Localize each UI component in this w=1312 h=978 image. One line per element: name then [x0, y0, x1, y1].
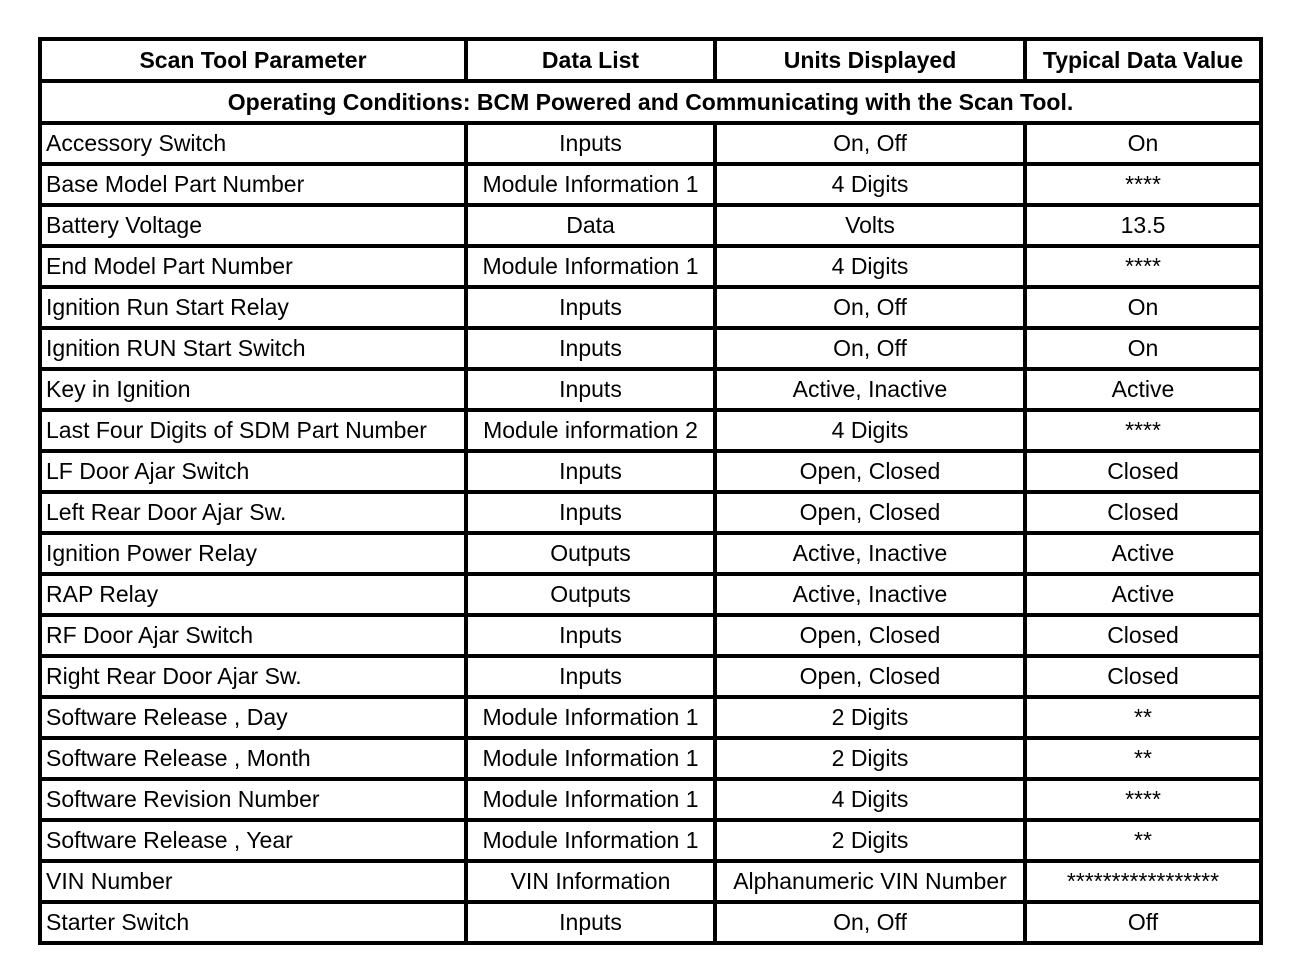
table-row	[40, 410, 1261, 451]
table-row	[40, 205, 1261, 246]
cell-units-displayed: Active, Inactive	[715, 369, 1025, 410]
header-units-displayed: Units Displayed	[715, 39, 1025, 81]
cell-units-displayed: 4 Digits	[715, 246, 1025, 287]
cell-units-displayed: Alphanumeric VIN Number	[715, 861, 1025, 902]
cell-data-list: Inputs	[466, 369, 715, 410]
cell-units-displayed: On, Off	[715, 902, 1025, 943]
cell-data-list: Module Information 1	[466, 738, 715, 779]
header-row	[40, 39, 1261, 81]
cell-data-list: VIN Information	[466, 861, 715, 902]
cell-units-displayed: Open, Closed	[715, 492, 1025, 533]
cell-units-displayed: Open, Closed	[715, 615, 1025, 656]
cell-parameter: End Model Part Number	[40, 246, 466, 287]
cell-parameter: Ignition Power Relay	[40, 533, 466, 574]
header-data-list: Data List	[466, 39, 715, 81]
cell-parameter: Battery Voltage	[40, 205, 466, 246]
cell-typical-data-value: ****	[1025, 410, 1261, 451]
cell-parameter: VIN Number	[40, 861, 466, 902]
cell-units-displayed: Volts	[715, 205, 1025, 246]
table-row	[40, 451, 1261, 492]
table-row	[40, 246, 1261, 287]
cell-data-list: Outputs	[466, 533, 715, 574]
cell-units-displayed: On, Off	[715, 328, 1025, 369]
cell-typical-data-value: On	[1025, 328, 1261, 369]
cell-data-list: Inputs	[466, 902, 715, 943]
cell-data-list: Module Information 1	[466, 820, 715, 861]
operating-conditions-row	[40, 81, 1261, 123]
table-row	[40, 861, 1261, 902]
cell-data-list: Module Information 1	[466, 779, 715, 820]
cell-data-list: Inputs	[466, 328, 715, 369]
cell-units-displayed: Open, Closed	[715, 656, 1025, 697]
cell-parameter: RF Door Ajar Switch	[40, 615, 466, 656]
cell-typical-data-value: Closed	[1025, 451, 1261, 492]
cell-typical-data-value: Active	[1025, 574, 1261, 615]
cell-data-list: Module Information 1	[466, 697, 715, 738]
cell-parameter: Accessory Switch	[40, 123, 466, 164]
cell-parameter: Software Release , Month	[40, 738, 466, 779]
cell-data-list: Inputs	[466, 287, 715, 328]
cell-typical-data-value: 13.5	[1025, 205, 1261, 246]
cell-parameter: Right Rear Door Ajar Sw.	[40, 656, 466, 697]
cell-data-list: Module information 2	[466, 410, 715, 451]
cell-parameter: RAP Relay	[40, 574, 466, 615]
cell-units-displayed: On, Off	[715, 123, 1025, 164]
table-row	[40, 902, 1261, 943]
cell-typical-data-value: **	[1025, 738, 1261, 779]
cell-data-list: Inputs	[466, 451, 715, 492]
table-row	[40, 738, 1261, 779]
cell-typical-data-value: Closed	[1025, 656, 1261, 697]
table-row	[40, 656, 1261, 697]
cell-data-list: Module Information 1	[466, 164, 715, 205]
cell-typical-data-value: **	[1025, 697, 1261, 738]
table-row	[40, 123, 1261, 164]
cell-units-displayed: 4 Digits	[715, 410, 1025, 451]
table-row	[40, 697, 1261, 738]
scan-tool-data-sheet	[38, 37, 1263, 945]
cell-typical-data-value: Closed	[1025, 615, 1261, 656]
cell-parameter: Starter Switch	[40, 902, 466, 943]
cell-typical-data-value: ****	[1025, 779, 1261, 820]
cell-units-displayed: 2 Digits	[715, 738, 1025, 779]
cell-typical-data-value: ****	[1025, 164, 1261, 205]
cell-typical-data-value: On	[1025, 123, 1261, 164]
cell-data-list: Module Information 1	[466, 246, 715, 287]
cell-parameter: Key in Ignition	[40, 369, 466, 410]
cell-parameter: Software Release , Year	[40, 820, 466, 861]
cell-typical-data-value: Off	[1025, 902, 1261, 943]
table-row	[40, 820, 1261, 861]
cell-parameter: Software Revision Number	[40, 779, 466, 820]
table-row	[40, 779, 1261, 820]
table-row	[40, 287, 1261, 328]
cell-units-displayed: Active, Inactive	[715, 533, 1025, 574]
cell-data-list: Outputs	[466, 574, 715, 615]
cell-parameter: Software Release , Day	[40, 697, 466, 738]
cell-parameter: LF Door Ajar Switch	[40, 451, 466, 492]
cell-units-displayed: 4 Digits	[715, 779, 1025, 820]
cell-units-displayed: Active, Inactive	[715, 574, 1025, 615]
header-typical-data-value: Typical Data Value	[1025, 39, 1261, 81]
cell-units-displayed: Open, Closed	[715, 451, 1025, 492]
table-row	[40, 533, 1261, 574]
header-scan-tool-parameter: Scan Tool Parameter	[40, 39, 466, 81]
operating-conditions: Operating Conditions: BCM Powered and Communicating with the Scan Tool.	[40, 81, 1261, 123]
cell-typical-data-value: *****************	[1025, 861, 1261, 902]
table-row	[40, 369, 1261, 410]
cell-data-list: Inputs	[466, 492, 715, 533]
cell-typical-data-value: **	[1025, 820, 1261, 861]
table-row	[40, 328, 1261, 369]
cell-parameter: Left Rear Door Ajar Sw.	[40, 492, 466, 533]
scan-tool-data-table	[38, 37, 1263, 945]
cell-units-displayed: 4 Digits	[715, 164, 1025, 205]
cell-data-list: Inputs	[466, 123, 715, 164]
table-row	[40, 574, 1261, 615]
cell-units-displayed: On, Off	[715, 287, 1025, 328]
cell-parameter: Ignition RUN Start Switch	[40, 328, 466, 369]
cell-typical-data-value: Active	[1025, 533, 1261, 574]
cell-parameter: Base Model Part Number	[40, 164, 466, 205]
cell-typical-data-value: ****	[1025, 246, 1261, 287]
table-row	[40, 615, 1261, 656]
cell-typical-data-value: On	[1025, 287, 1261, 328]
table-body	[40, 81, 1261, 943]
cell-data-list: Inputs	[466, 615, 715, 656]
table-row	[40, 164, 1261, 205]
cell-parameter: Ignition Run Start Relay	[40, 287, 466, 328]
cell-units-displayed: 2 Digits	[715, 820, 1025, 861]
cell-units-displayed: 2 Digits	[715, 697, 1025, 738]
cell-parameter: Last Four Digits of SDM Part Number	[40, 410, 466, 451]
cell-data-list: Inputs	[466, 656, 715, 697]
cell-typical-data-value: Closed	[1025, 492, 1261, 533]
table-row	[40, 492, 1261, 533]
cell-typical-data-value: Active	[1025, 369, 1261, 410]
cell-data-list: Data	[466, 205, 715, 246]
